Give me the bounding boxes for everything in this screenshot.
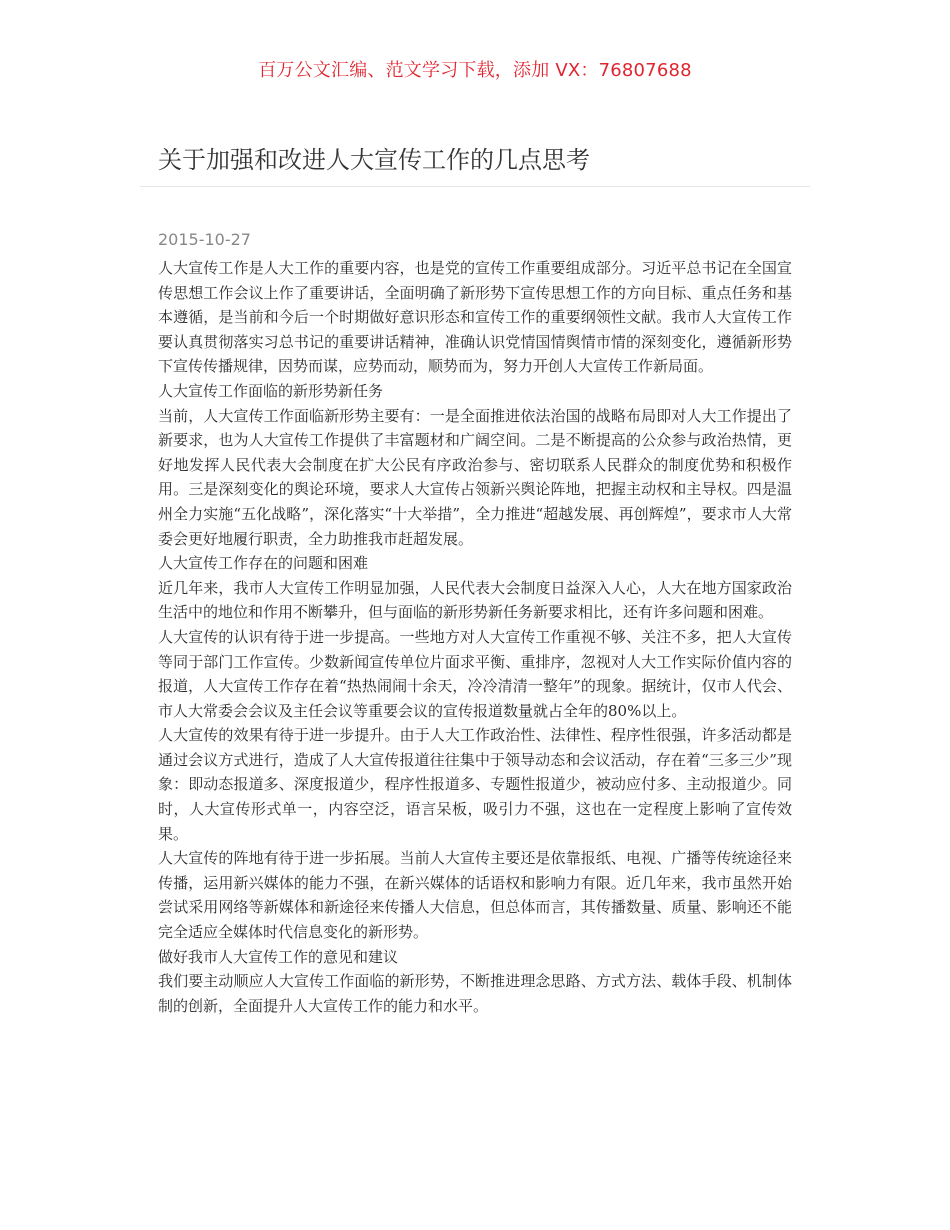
section-heading: 人大宣传工作存在的问题和困难 — [158, 554, 369, 573]
paragraph: 我们要主动顺应人大宣传工作面临的新形势，不断推进理念思路、方式方法、载体手段、机制体制的创新，全面提升人大宣传工作的能力和水平。 — [158, 972, 792, 1015]
paragraph-intro: 人大宣传工作是人大工作的重要内容，也是党的宣传工作重要组成部分。习近平总书记在全国宣传思想工作会议上作了重要讲话，全面明确了新形势下宣传思想工作的方向目标、重点任务和基本遵循，是当前和今后一个时期做好意识形态和宣传工作的重要纲领性文献。我市人大宣传工作要认真贯彻落实习总书记的重要讲话精神，准确认识党情国情舆情市情的深刻变化，遵循新形势下宣传传播规律，因势而谋，应势而动，顺势而为，努力开创人大宣传工作新局面。 — [158, 259, 792, 376]
publish-date: 2015-10-27 — [158, 230, 251, 249]
paragraph: 近几年来，我市人大宣传工作明显加强，人民代表大会制度日益深入人心，人大在地方国家政治生活中的地位和作用不断攀升，但与面临的新形势新任务新要求相比，还有许多问题和困难。 — [158, 578, 792, 622]
paragraph: 人大宣传的阵地有待于进一步拓展。当前人大宣传主要还是依靠报纸、电视、广播等传统途径来传播，运用新兴媒体的能力不强，在新兴媒体的话语权和影响力有限。近几年来，我市虽然开始尝试采用网络等新媒体和新途径来传播人大信息，但总体而言，其传播数量、质量、影响还不能完全适应全媒体时代信息变化的新形势。 — [158, 849, 792, 942]
paragraph: 人大宣传的认识有待于进一步提高。一些地方对人大宣传工作重视不够、关注不多，把人大宣传等同于部门工作宣传。少数新闻宣传单位片面求平衡、重排序，忽视对人大工作实际价值内容的报道，人大宣传工作存在着“热热闹闹十余天，冷冷清清一整年”的现象。据统计，仅市人代会、市人大常委会会议及主任会议等重要会议的宣传报道数量就占全年的80%以上。 — [158, 627, 792, 720]
promo-banner: 百万公文汇编、范文学习下载，添加 VX：76807688 — [258, 60, 692, 81]
title-divider — [140, 186, 810, 187]
article-title: 关于加强和改进人大宣传工作的几点思考 — [158, 146, 590, 174]
section-heading: 人大宣传工作面临的新形势新任务 — [158, 381, 384, 400]
article-body — [158, 256, 792, 1018]
paragraph: 当前，人大宣传工作面临新形势主要有：一是全面推进依法治国的战略布局即对人大工作提出了新要求，也为人大宣传工作提供了丰富题材和广阔空间。二是不断提高的公众参与政治热情，更好地发挥人民代表大会制度在扩大公民有序政治参与、密切联系人民群众的制度优势和积极作用。三是深刻变化的舆论环境，要求人大宣传占领新兴舆论阵地，把握主动权和主导权。四是温州全力实施“五化战略”，深化落实“十大举措”，全力推进“超越发展、再创辉煌”，要求市人大常委会更好地履行职责，全力助推我市赶超发展。 — [158, 406, 792, 548]
paragraph: 人大宣传的效果有待于进一步提升。由于人大工作政治性、法律性、程序性很强，许多活动都是通过会议方式进行，造成了人大宣传报道往往集中于领导动态和会议活动，存在着“三多三少”现象：即动态报道多、深度报道少，程序性报道多、专题性报道少，被动应付多、主动报道少。同时，人大宣传形式单一，内容空泛，语言呆板，吸引力不强，这也在一定程度上影响了宣传效果。 — [158, 726, 792, 843]
section-heading: 做好我市人大宣传工作的意见和建议 — [158, 947, 399, 966]
